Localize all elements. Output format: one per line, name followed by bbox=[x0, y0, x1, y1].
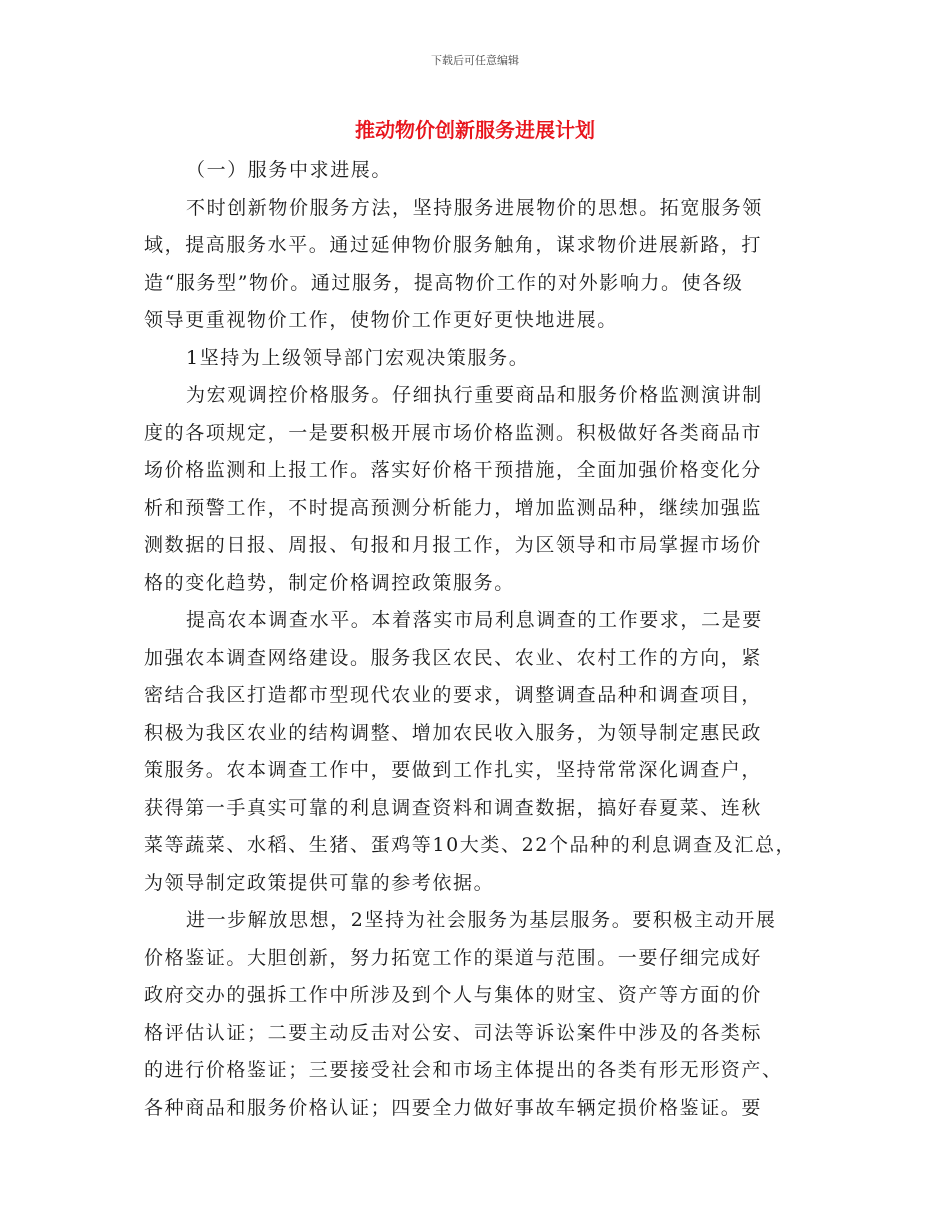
body-line: 各种商品和服务价格认证；四要全力做好事故车辆定损价格鉴证。要 bbox=[144, 1096, 763, 1119]
body-line: 为领导制定政策提供可靠的参考依据。 bbox=[144, 871, 495, 894]
body-line: 格评估认证；二要主动反击对公安、司法等诉讼案件中涉及的各类标 bbox=[144, 1021, 763, 1044]
document-title: 推动物价创新服务进展计划 bbox=[355, 118, 595, 142]
body-line: 度的各项规定，一是要积极开展市场价格监测。积极做好各类商品市 bbox=[144, 421, 763, 444]
body-line: 析和预警工作，不时提高预测分析能力，增加监测品种，继续加强监 bbox=[144, 496, 763, 519]
body-line: （一）服务中求进展。 bbox=[186, 159, 393, 181]
body-line: 为宏观调控价格服务。仔细执行重要商品和服务价格监测演讲制 bbox=[186, 384, 763, 406]
body-line: 的进行价格鉴证；三要接受社会和市场主体提出的各类有形无形资产、 bbox=[144, 1059, 783, 1081]
page-header: 下载后可任意编辑 bbox=[431, 54, 519, 67]
body-line: 测数据的日报、周报、旬报和月报工作，为区领导和市局掌握市场价 bbox=[144, 534, 763, 556]
body-line: 领导更重视物价工作，使物价工作更好更快地进展。 bbox=[144, 309, 618, 331]
body-line: 造“服务型”物价。通过服务，提高物价工作的对外影响力。使各级 bbox=[144, 271, 744, 294]
body-line: 场价格监测和上报工作。落实好价格干预措施，全面加强价格变化分 bbox=[144, 459, 763, 481]
body-line: 获得第一手真实可靠的利息调查资料和调查数据，搞好春夏菜、连秋 bbox=[144, 796, 763, 819]
body-line: 策服务。农本调查工作中，要做到工作扎实，坚持常常深化调查户， bbox=[144, 759, 763, 781]
body-line: 格的变化趋势，制定价格调控政策服务。 bbox=[144, 571, 515, 594]
body-line: 菜等蔬菜、水稻、生猪、蛋鸡等10大类、22个品种的利息调查及汇总， bbox=[144, 834, 797, 856]
body-line: 价格鉴证。大胆创新，努力拓宽工作的渠道与范围。一要仔细完成好 bbox=[144, 946, 763, 969]
body-line: 1坚持为上级领导部门宏观决策服务。 bbox=[186, 346, 530, 369]
body-line: 密结合我区打造都市型现代农业的要求，调整调查品种和调查项目， bbox=[144, 684, 763, 706]
document-body bbox=[144, 152, 824, 1127]
body-line: 积极为我区农业的结构调整、增加农民收入服务，为领导制定惠民政 bbox=[144, 721, 763, 744]
body-line: 进一步解放思想，2坚持为社会服务为基层服务。要积极主动开展 bbox=[186, 909, 777, 931]
body-line: 政府交办的强拆工作中所涉及到个人与集体的财宝、资产等方面的价 bbox=[144, 984, 763, 1006]
body-line: 加强农本调查网络建设。服务我区农民、农业、农村工作的方向，紧 bbox=[144, 646, 763, 669]
body-line: 提高农本调查水平。本着落实市局利息调查的工作要求，二是要 bbox=[186, 609, 763, 631]
body-line: 不时创新物价服务方法，坚持服务进展物价的思想。拓宽服务领 bbox=[186, 196, 763, 219]
body-line: 域，提高服务水平。通过延伸物价服务触角，谋求物价进展新路，打 bbox=[144, 234, 763, 256]
